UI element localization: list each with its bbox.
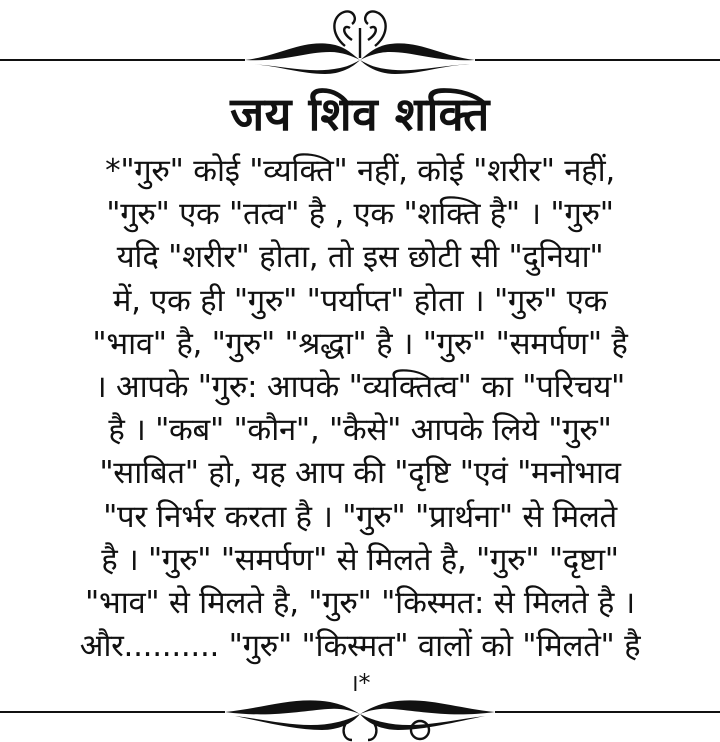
text-line: "साबित" हो, यह आप की "दृष्टि "एवं "मनोभाव [99,455,621,492]
text-line: "भाव" है, "गुरु" "श्रद्धा" है । "गुरु" "समर्पण" है [92,325,628,362]
text-line: "पर निर्भर करता है । "गुरु" "प्रार्थना" से मिलते [103,498,617,535]
bottom-ornament-divider-icon [0,690,720,742]
text-line: "गुरु" एक "तत्व" है , एक "शक्ति है" । "गुरु" [106,196,614,233]
top-ornament-divider-icon [0,0,720,80]
quote-body [0,150,720,698]
text-line: में, एक ही "गुरु" "पर्याप्त" होता । "गुरु" एक [112,282,608,319]
text-line-closing: ।* [349,669,371,698]
text-line: । आपके "गुरु: आपके "व्यक्तित्व" का "परिचय" [95,369,625,406]
text-line: और.......... "गुरु" "किस्मत" वालों को "मिलते" है [79,628,641,665]
text-line: यदि "शरीर" होता, तो इस छोटी सी "दुनिया" [116,239,604,276]
text-line: *"गुरु" कोई "व्यक्ति" नहीं, कोई "शरीर" नहीं, [105,153,615,189]
text-line: है । "गुरु" "समर्पण" से मिलते है, "गुरु" "दृष्टा" [101,541,619,578]
text-line: है । "कब" "कौन", "कैसे" आपके लिये "गुरु" [108,412,612,449]
text-line: "भाव" से मिलते है, "गुरु" "किस्मत: से मिलते है । [84,585,636,622]
page-title: जय शिव शक्ति [230,87,490,141]
